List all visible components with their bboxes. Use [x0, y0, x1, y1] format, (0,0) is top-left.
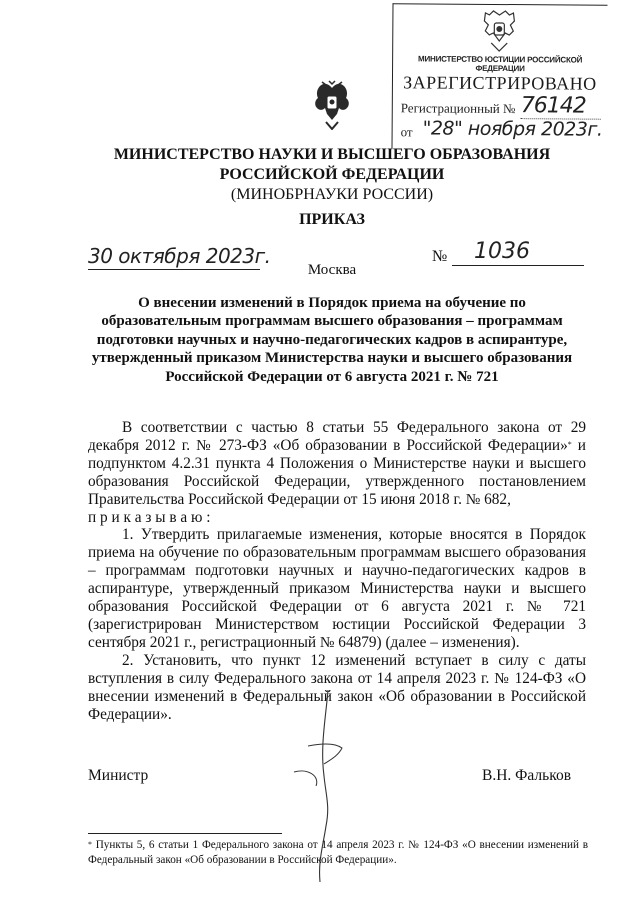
- stamp-registered: ЗАРЕГИСТРИРОВАНО: [403, 72, 597, 94]
- preamble-paragraph: [88, 419, 586, 509]
- document-type: ПРИКАЗ: [299, 211, 365, 228]
- ministry-name-line2: РОССИЙСКОЙ ФЕДЕРАЦИИ: [219, 166, 445, 183]
- footnote-mark: *: [88, 840, 92, 849]
- signatory-name: В.Н. Фальков: [482, 767, 572, 784]
- coat-of-arms-icon: [479, 9, 519, 53]
- footnote-reference: *: [567, 439, 572, 449]
- footnote-separator: [88, 833, 282, 834]
- order-number: 1036: [474, 239, 530, 264]
- preamble-continuation: и подпунктом 4.2.31 пункта 4 Положения о Министерстве науки и высшего образования Российской Федерации, утвержденного постановлением Правительства Российской Федерации от 15 июня 2018 г. № 682,: [88, 436, 586, 508]
- stamp-date: "28" ноября 2023г.: [422, 117, 603, 141]
- stamp-ministry: МИНИСТЕРСТВО ЮСТИЦИИ РОССИЙСКОЙ ФЕДЕРАЦИИ: [417, 54, 583, 74]
- item-2: 2. Установить, что пункт 12 изменений вступает в силу с даты вступления в силу Федерального закона от 14 апреля 2023 г. № 124-ФЗ «О внесении изменений в Федеральный закон «Об образовании в Российской Федерации».: [88, 651, 586, 723]
- order-body: [88, 419, 586, 723]
- number-sign: №: [432, 248, 448, 265]
- city: Москва: [307, 262, 357, 278]
- preamble-text: В соответствии с частью 8 статьи 55 Федерального закона от 29 декабря 2012 г. № 273-ФЗ «Об образовании в Российской Федерации»: [88, 419, 586, 454]
- footnote-text: Пункты 5, 6 статьи 1 Федерального закона от 14 апреля 2023 г. № 124-ФЗ «О внесении изменений в Федеральный закон «Об образовании в Российской Федерации».: [88, 839, 588, 866]
- signatory-title: Министр: [88, 767, 149, 784]
- order-word: п р и к а з ы в а ю :: [88, 508, 211, 526]
- footnote: [88, 838, 588, 868]
- order-subject: О внесении изменений в Порядок приема на обучение по образовательным программам высшего образования – программам подготовки научных и научно-педагогических кадров в аспирантуре, утвержденный приказом Министерства науки и высшего образования Российской Федерации от 6 августа 2021 г. № 721: [91, 295, 573, 385]
- order-date: 30 октября 2023г.: [88, 244, 271, 268]
- registration-stamp: [391, 3, 607, 149]
- stamp-reg-number-label: Регистрационный №: [400, 100, 516, 117]
- ministry-name-line1: МИНИСТЕРСТВО НАУКИ И ВЫСШЕГО ОБРАЗОВАНИЯ: [113, 146, 551, 163]
- item-1: 1. Утвердить прилагаемые изменения, которые вносятся в Порядок приема на обучение по образовательным программам высшего образования – программам подготовки научных и научно-педагогических кадров в аспирантуре, утвержденный приказом Министерства науки и высшего образования Российской Федерации от 6 августа 2021 г. № 721 (зарегистрирован Министерством юстиции Российской Федерации 3 сентября 2021 г., регистрационный № 64879) (далее – изменения).: [88, 526, 586, 651]
- stamp-reg-number: 76142: [520, 93, 586, 119]
- ministry-short-name: (МИНОБРНАУКИ РОССИИ): [230, 186, 434, 203]
- coat-of-arms-icon: [312, 80, 352, 130]
- stamp-date-label: от: [400, 124, 413, 140]
